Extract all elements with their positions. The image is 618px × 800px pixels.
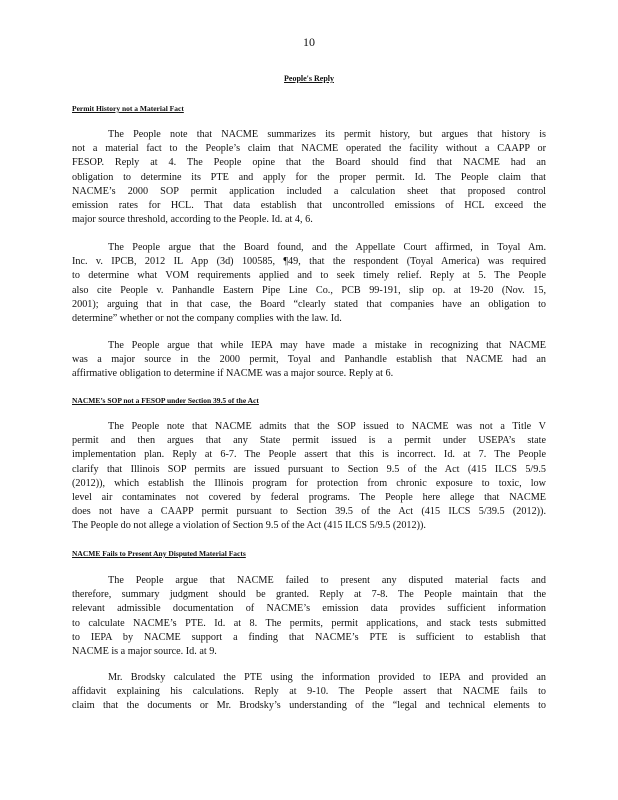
paragraph-4: The People note that NACME admits that the SOP issued to NACME was not a Title V permit and then argues that any State permit issued is a permit under USEPA’s state implementation plan. Reply at 6-7. The People assert that this is incorrect. Id. at 7. The People clarify that Illinois SOP permits are issued pursuant to Section 9.5 of the Act (415 ILCS 5/9.5 (2012)), which establish the Illinois program for protection from chronic exposure to toxic, low level air contaminates not covered by federal programs. The People here allege that NACME does not have a CAAPP permit pursuant to Section 39.5 of the Act (415 ILCS 5/39.5 (2012)). The People do not allege a violation of Section 9.5 of the Act (415 ILCS 5/9.5 (2012)). (72, 421, 546, 532)
section-title: People's Reply (284, 74, 334, 83)
paragraph-1: The People note that NACME summarizes its permit history, but argues that history is not a material fact to the People’s claim that NACME operated the facility without a CAAPP or FESOP. Reply at 4. The People opine that the Board should find that NACME had an obligation to determine its PTE and apply for the proper permit. Id. The People claim that NACME’s 2000 SOP permit application included a calculation sheet that proposed control emission rates for HCL. That data establish that uncontrolled emissions of HCL exceed the major source threshold, according to the People. Id. at 4, 6. (72, 129, 546, 226)
page-number: 10 (303, 35, 315, 49)
paragraph-2: The People argue that the Board found, and the Appellate Court affirmed, in Toyal Am. Inc. v. IPCB, 2012 IL App (3d) 100585, ¶49, that the respondent (Toyal America) was required to determine what VOM requirements applied and to seek timely relief. Reply at 5. The People also cite People v. Panhandle Eastern Pipe Line Co., PCB 99-191, slip op. at 19-20 (Nov. 15, 2001); arguing that in that case, the Board “clearly stated that companies have an obligation to determine” whether or not the company complies with the law. Id. (72, 242, 546, 325)
heading-sop-not-fesop: NACME’s SOP not a FESOP under Section 39.5 of the Act (72, 396, 259, 405)
paragraph-5: The People argue that NACME failed to present any disputed material facts and therefore, summary judgment should be granted. Reply at 7-8. The People maintain that the relevant admissible documentation of NACME’s emission data provides sufficient information to calculate NACME’s PTE. Id. at 8. The permits, permit applications, and stack tests submitted to IEPA by NACME support a finding that NACME’s PTE is sufficient to establish that NACME is a major source. Id. at 9. (72, 575, 546, 658)
heading-permit-history: Permit History not a Material Fact (72, 104, 184, 113)
paragraph-3: The People argue that while IEPA may have made a mistake in recognizing that NACME was a major source in the 2000 permit, Toyal and Panhandle establish that NACME had an affirmative obligation to determine if NACME was a major source. Reply at 6. (72, 340, 546, 380)
paragraph-6: Mr. Brodsky calculated the PTE using the information provided to IEPA and provided an affidavit explaining his calculations. Reply at 9-10. The People assert that NACME fails to claim that the documents or Mr. Brodsky’s understanding of the “legal and technical elements to (72, 672, 546, 712)
heading-no-disputed-facts: NACME Fails to Present Any Disputed Material Facts (72, 549, 246, 558)
